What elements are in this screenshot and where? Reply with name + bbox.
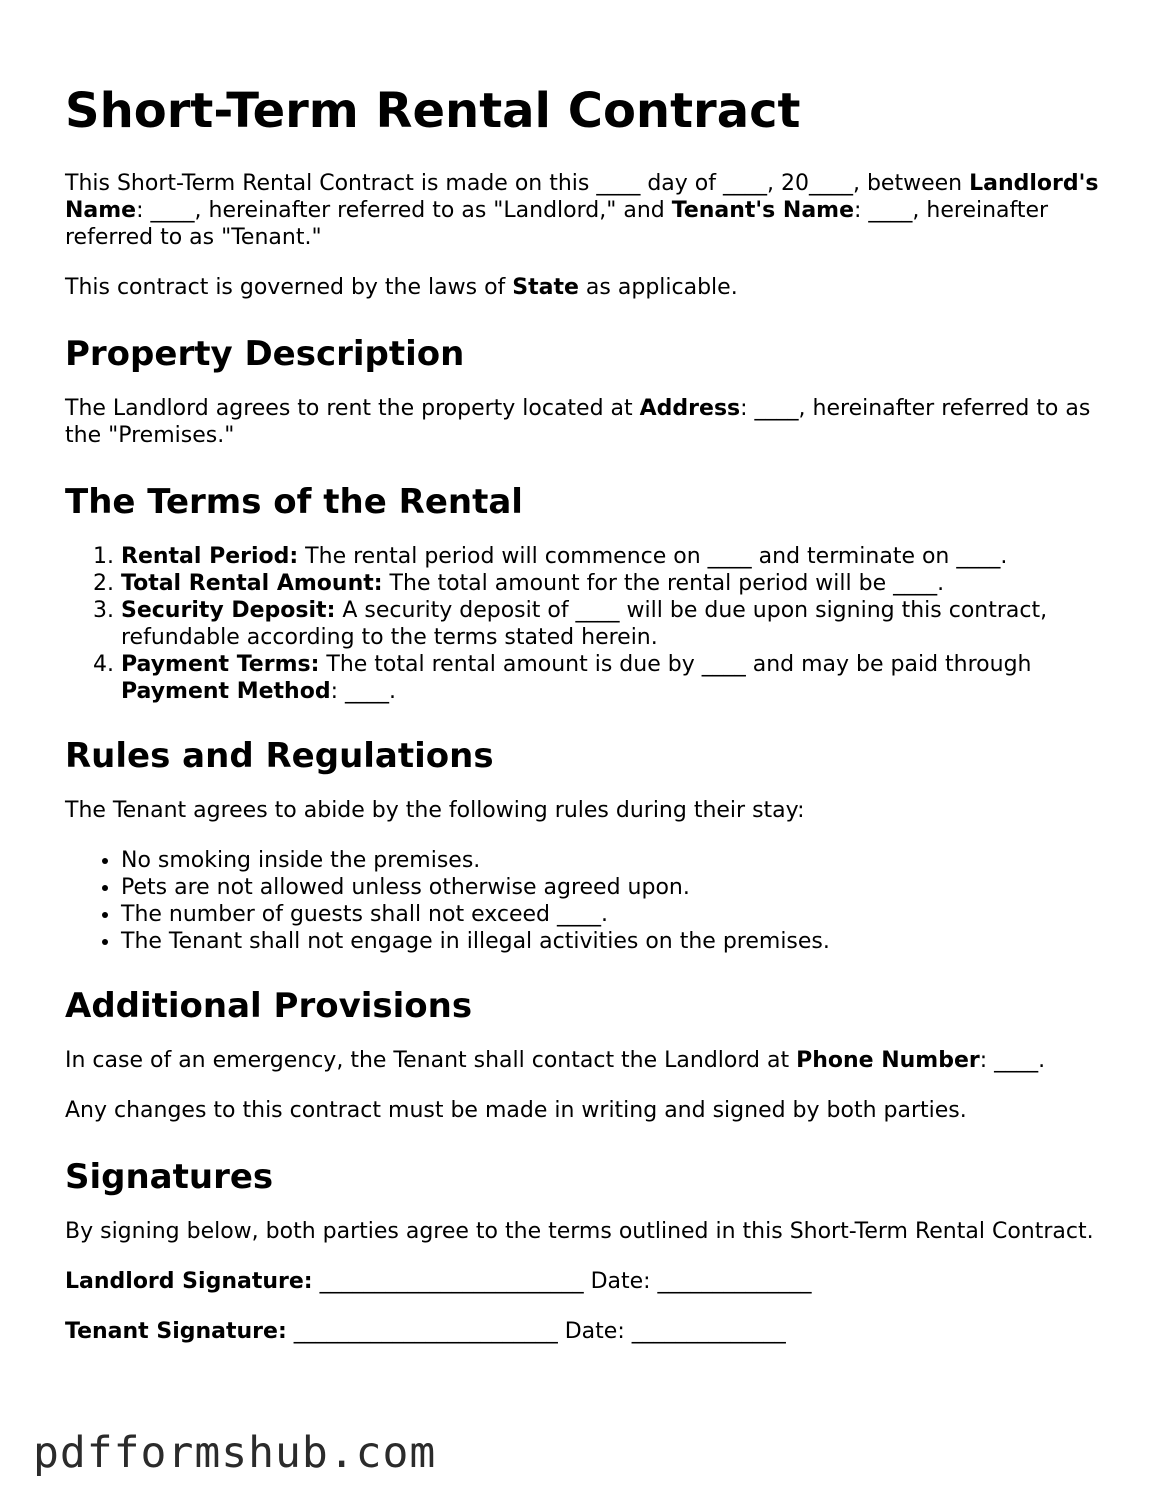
signatures-intro: By signing below, both parties agree to the terms outlined in this Short-Term Rental Contract. xyxy=(65,1219,1094,1244)
intro-text-3: : ____, hereinafter referred to as "Tenant." xyxy=(65,198,1049,250)
phone-number-label: Phone Number xyxy=(796,1048,980,1073)
terms-item-label: Total Rental Amount: xyxy=(121,571,383,596)
rules-list xyxy=(65,847,1105,955)
intro-text-1: This Short-Term Rental Contract is made on this ____ day of ____, 20____, between xyxy=(65,171,970,196)
emergency-paragraph xyxy=(65,1047,1105,1074)
terms-item-text-2: : ____. xyxy=(330,679,396,704)
tenant-signature-line xyxy=(65,1318,1105,1345)
terms-item-text: The rental period will commence on ____ and terminate on ____. xyxy=(298,544,1008,569)
property-text-1: The Landlord agrees to rent the property located at xyxy=(65,396,640,421)
terms-item-rental-period xyxy=(121,543,1105,570)
rules-item: • The number of guests shall not exceed ____. xyxy=(121,901,1105,928)
provisions-heading: Additional Provisions xyxy=(65,986,473,1026)
tenant-signature-label: Tenant Signature: xyxy=(65,1319,287,1344)
intro-paragraph xyxy=(65,170,1105,251)
rules-intro: The Tenant agrees to abide by the following rules during their stay: xyxy=(65,798,805,823)
terms-item-text: A security deposit of ____ will be due upon signing this contract, refundable according to the terms stated herein. xyxy=(121,598,1048,650)
watermark: pdfformshub.com xyxy=(33,1428,437,1478)
terms-item-payment-terms xyxy=(121,651,1105,705)
terms-item-label: Rental Period: xyxy=(121,544,299,569)
changes-paragraph: Any changes to this contract must be made in writing and signed by both parties. xyxy=(65,1098,967,1123)
landlord-signature-label: Landlord Signature: xyxy=(65,1269,313,1294)
document-page xyxy=(65,82,1105,1368)
governing-text-1: This contract is governed by the laws of xyxy=(65,275,513,300)
property-text-2: : ____, hereinafter referred to as the "Premises." xyxy=(65,396,1091,448)
terms-list xyxy=(65,543,1105,705)
governing-law-paragraph xyxy=(65,274,1105,301)
payment-method-label: Payment Method xyxy=(121,679,331,704)
terms-item-text: The total rental amount is due by ____ and may be paid through xyxy=(319,652,1032,677)
intro-text-2: : ____, hereinafter referred to as "Landlord," and xyxy=(136,198,672,223)
tenant-signature-blank: ________________________ Date: ______________ xyxy=(286,1319,786,1344)
rules-item: • Pets are not allowed unless otherwise agreed upon. xyxy=(121,874,1105,901)
terms-item-text: The total amount for the rental period will be ____. xyxy=(382,571,945,596)
landlord-name-label: Landlord's Name xyxy=(65,171,1099,223)
page-title: Short-Term Rental Contract xyxy=(65,83,801,139)
property-paragraph xyxy=(65,395,1105,449)
rules-item: • No smoking inside the premises. xyxy=(121,847,1105,874)
terms-item-label: Payment Terms: xyxy=(121,652,320,677)
rules-item: • The Tenant shall not engage in illegal activities on the premises. xyxy=(121,928,1105,955)
terms-heading: The Terms of the Rental xyxy=(65,482,523,522)
governing-text-2: as applicable. xyxy=(578,275,738,300)
landlord-signature-line xyxy=(65,1268,1105,1295)
address-label: Address xyxy=(639,396,741,421)
rules-heading: Rules and Regulations xyxy=(65,736,494,776)
emergency-text-2: : ____. xyxy=(979,1048,1046,1073)
emergency-text-1: In case of an emergency, the Tenant shall contact the Landlord at xyxy=(65,1048,797,1073)
terms-item-security-deposit xyxy=(121,597,1105,651)
state-label: State xyxy=(512,275,579,300)
tenant-name-label: Tenant's Name xyxy=(671,198,855,223)
landlord-signature-blank: ________________________ Date: ______________ xyxy=(312,1269,812,1294)
terms-item-total-amount xyxy=(121,570,1105,597)
signatures-heading: Signatures xyxy=(65,1157,274,1197)
property-heading: Property Description xyxy=(65,334,465,374)
terms-item-label: Security Deposit: xyxy=(121,598,336,623)
